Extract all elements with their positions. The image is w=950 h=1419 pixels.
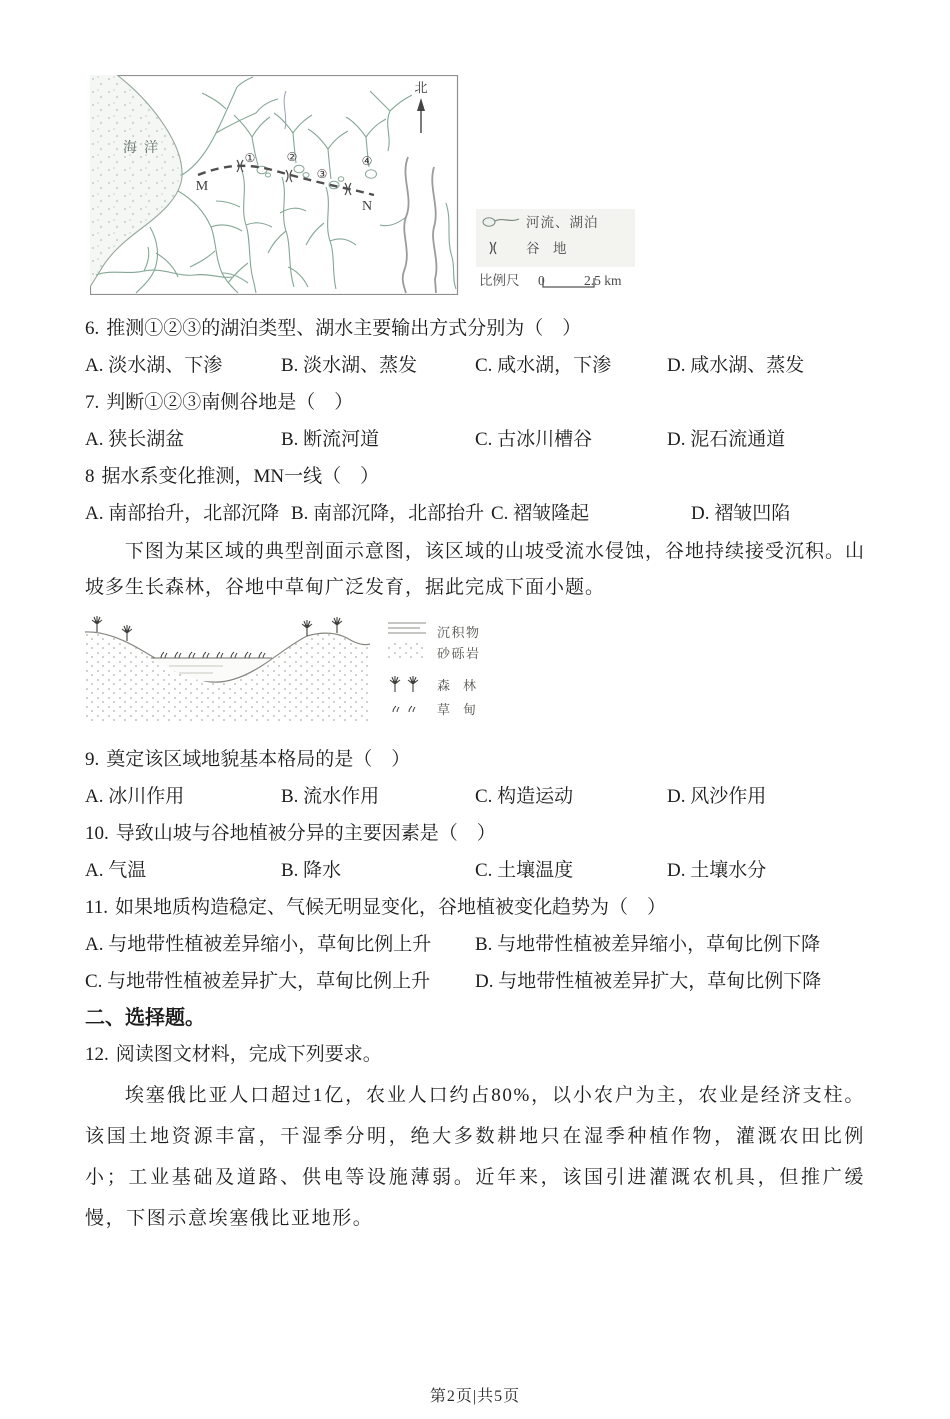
region-map-figure [90, 75, 865, 300]
legend-valley-label: 谷 地 [526, 241, 567, 256]
map-canvas [90, 75, 635, 295]
option-d: D. 风沙作用 [667, 786, 767, 807]
forest-symbol [390, 676, 400, 692]
profile-legend [388, 623, 481, 717]
question-number: 12. [85, 1044, 109, 1065]
ocean-label: 海洋 [123, 141, 165, 156]
section-2-title: 二、选择题。 [85, 1007, 205, 1029]
option-a: A. 与地带性植被差异缩小，草甸比例上升 [85, 934, 432, 955]
north-label: 北 [414, 80, 428, 95]
question-9-options [85, 778, 865, 815]
question-number: 7. [85, 392, 100, 413]
option-b: B. 流水作用 [281, 786, 380, 807]
option-b: B. 南部沉降，北部抬升 [291, 503, 485, 524]
option-c: C. 与地带性植被差异扩大，草甸比例上升 [85, 971, 431, 992]
option-c: C. 褶皱隆起 [491, 503, 590, 524]
option-d: D. 咸水湖、蒸发 [667, 355, 805, 376]
question-11-stem [85, 889, 865, 926]
option-c: C. 土壤温度 [475, 860, 574, 881]
question-12-material: 埃塞俄比亚人口超过1亿，农业人口约占80%，以小农户为主，农业是经济支柱。该国土地资源丰富，干湿季分明，绝大多数耕地只在湿季种植作物，灌溉农田比例小；工业基础及道路、供电等设施薄弱。近年来，该国引进灌溉农机具，但推广缓慢，下图示意埃塞俄比亚地形。 [85, 1085, 865, 1229]
meadow-symbol [409, 706, 415, 712]
point-n-label: N [361, 199, 373, 214]
option-c: C. 构造运动 [475, 786, 574, 807]
question-10-stem [85, 815, 865, 852]
legend-rock-label: 砂砾岩 [437, 646, 481, 661]
question-number: 11. [85, 897, 109, 918]
legend-sediment-label: 沉积物 [437, 625, 481, 640]
forest-symbol [408, 676, 418, 692]
option-b: B. 淡水湖、蒸发 [281, 355, 418, 376]
lake-symbol [483, 218, 495, 226]
option-d: D. 土壤水分 [667, 860, 767, 881]
profile-intro-paragraph: 下图为某区域的典型剖面示意图，该区域的山坡受流水侵蚀，谷地持续接受沉积。山坡多生长森林，谷地中草甸广泛发育，据此完成下面小题。 [85, 541, 865, 598]
legend-forest-label: 森 林 [437, 678, 477, 693]
lake-label-4: ④ [361, 154, 373, 168]
option-c: C. 咸水湖，下渗 [475, 355, 612, 376]
lake-label-2: ② [286, 150, 298, 164]
legend-meadow-label: 草 甸 [437, 702, 477, 717]
option-a: A. 冰川作用 [85, 786, 185, 807]
option-a: A. 淡水湖、下渗 [85, 355, 223, 376]
question-11-options-row2 [85, 963, 865, 1000]
lake-label-3: ③ [316, 167, 328, 181]
question-11-options-row1 [85, 926, 865, 963]
option-a: A. 气温 [85, 860, 147, 881]
option-a: A. 狭长湖盆 [85, 429, 185, 450]
page-footer: 第2页|共5页 [429, 1388, 521, 1405]
question-8-stem [85, 458, 865, 495]
question-text: 阅读图文材料，完成下列要求。 [115, 1044, 382, 1065]
lake-label-1: ① [244, 151, 256, 165]
question-7-stem [85, 384, 865, 421]
rock-symbol [388, 643, 426, 659]
ocean-region [90, 75, 182, 287]
question-text: 判断①②③南侧谷地是（ ） [106, 392, 354, 413]
question-6-options [85, 347, 865, 384]
map-legend [476, 209, 635, 288]
scale-label: 比例尺 [479, 273, 520, 288]
option-b: B. 与地带性植被差异缩小，草甸比例下降 [475, 934, 821, 955]
question-8-options [85, 495, 865, 532]
question-number: 10. [85, 823, 109, 844]
meadow-tufts [161, 652, 265, 658]
question-number: 9. [85, 749, 100, 770]
question-text: 据水系变化推测，MN一线（ ） [101, 466, 380, 487]
question-9-stem [85, 741, 865, 778]
option-d: D. 与地带性植被差异扩大，草甸比例下降 [475, 971, 822, 992]
question-text: 推测①②③的湖泊类型、湖水主要输出方式分别为（ ） [106, 318, 582, 339]
question-number: 6. [85, 318, 100, 339]
option-a: A. 南部抬升，北部沉降 [85, 503, 280, 524]
sediment-symbol [388, 623, 426, 633]
option-b: B. 降水 [281, 860, 342, 881]
question-6-stem [85, 310, 865, 347]
profile-figure [85, 606, 865, 729]
profile-canvas [85, 606, 515, 724]
option-b: B. 断流河道 [281, 429, 380, 450]
option-d: D. 泥石流通道 [667, 429, 786, 450]
legend-river-lake-label: 河流、湖泊 [526, 215, 599, 230]
question-number: 8 [85, 466, 95, 487]
question-text: 导致山坡与谷地植被分异的主要因素是（ ） [115, 823, 496, 844]
north-arrow-icon [414, 80, 427, 133]
scale-zero: 0 [538, 273, 545, 288]
scale-distance: 2.5 km [584, 273, 622, 288]
option-d: D. 褶皱凹陷 [691, 503, 791, 524]
question-7-options [85, 421, 865, 458]
exam-page [0, 75, 950, 1239]
question-10-options [85, 852, 865, 889]
question-12-stem [85, 1036, 865, 1073]
option-c: C. 古冰川槽谷 [475, 429, 593, 450]
question-text: 如果地质构造稳定、气候无明显变化，谷地植被变化趋势为（ ） [115, 897, 667, 918]
gray-rivers [403, 157, 437, 293]
meadow-symbol [393, 706, 399, 712]
question-text: 奠定该区域地貌基本格局的是（ ） [106, 749, 411, 770]
point-m-label: M [195, 179, 209, 194]
